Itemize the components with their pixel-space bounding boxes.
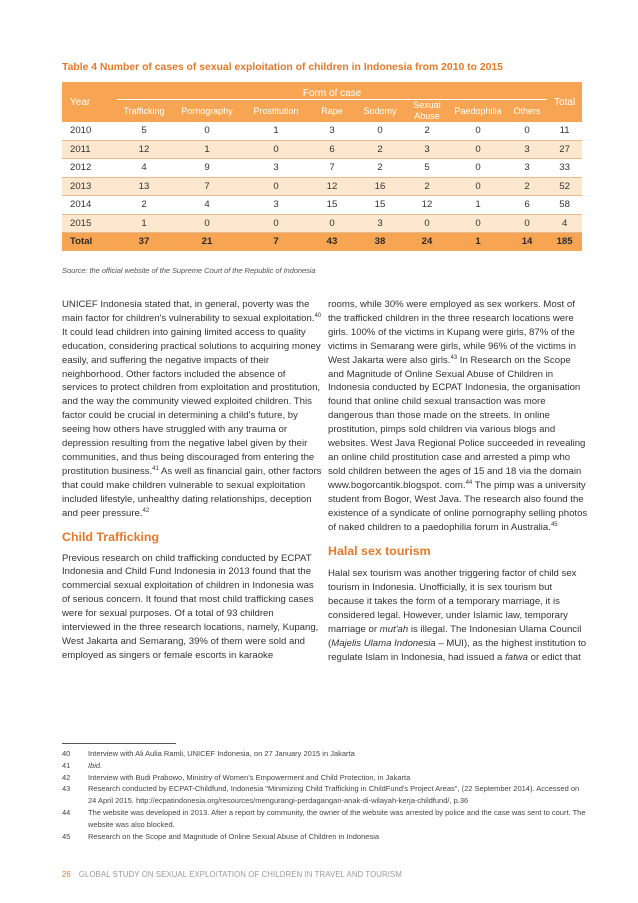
- year-cell: 2014: [62, 196, 117, 215]
- footnote: [62, 831, 587, 843]
- table-cell: 7: [171, 177, 243, 196]
- table-cell: 58: [547, 196, 582, 215]
- table-cell: 0: [449, 159, 507, 178]
- footnotes: [62, 748, 587, 842]
- footnote-text: Interview with Ali Aulia Ramli, UNICEF Indonesia, on 27 January 2015 in Jakarta: [88, 749, 355, 758]
- table-cell: 38: [355, 233, 405, 251]
- table-cell: 14: [507, 233, 547, 251]
- page-number: 26: [62, 870, 71, 879]
- cases-table: [62, 82, 582, 251]
- table-cell: 0: [449, 177, 507, 196]
- footer-title: GLOBAL STUDY ON SEXUAL EXPLOITATION OF CHILDREN IN TRAVEL AND TOURISM: [78, 870, 402, 879]
- total-header: Total: [547, 82, 582, 122]
- footnote: [62, 760, 587, 772]
- year-cell: 2012: [62, 159, 117, 178]
- table-cell: 2: [355, 159, 405, 178]
- table-cell: 4: [171, 196, 243, 215]
- paragraph-unicef: UNICEF Indonesia stated that, in general, poverty was the main factor for children's vulnerability to sexual exploitation.$^{40}$ It could lead children into gaining limited access to quality education, considering practical solutions to acquiring money easily, and suffering the negative impacts of their neighborhood. Other factors included the absence of services to protect children from exploitation and prostitution, and the way the community viewed exploited children. This factor could be crucial in determining a child's future, by seeing how others have struggled with any trauma or depression resulting from the negative label given by their communities, and thus being discouraged from entering the prostitution business.$^{41}$ As well as financial gain, other factors that could make children vulnerable to sexual exploitation included lifestyle, unhealthy dating relationships, deception and peer pressure.$^{42}$: [62, 299, 322, 519]
- table-cell: 2: [355, 140, 405, 159]
- table-cell: 3: [243, 196, 309, 215]
- table-cell: 3: [507, 140, 547, 159]
- table-cell: 11: [547, 122, 582, 140]
- paragraph-victims: rooms, while 30% were employed as sex workers. Most of the trafficked children in the three research locations were girls. 100% of the victims in Kupang were girls, 87% of the victims in Semarang were girls, while 96% of the victims in West Jakarta were also girls.$^{43}$ In Research on the Scope and Magnitude of Online Sexual Abuse of Children in Indonesia conducted by ECPAT Indonesia, the organisation found that online child sexual transaction was more dangerous than those made on the streets. In online prostitution, pimps sold children via various blogs and websites. West Java Regional Police succeeded in revealing an online child prostitution case and arrested a pimp who sold children between the ages of 15 and 18 via the domain www.bogorcantik.blogspot. com.$^{44}$ The pimp was a university student from Bogor, West Java. The research also found the existence of a syndicate of online pornography selling photos of naked children to a paedophilia forum in Australia.$^{45}$: [328, 299, 588, 533]
- table-cell: 1: [449, 233, 507, 251]
- footnote-text: Research conducted by ECPAT-Childfund, Indonesia "Minimizing Child Trafficking in ChildFund's Project Areas", (22 September 2014). Accessed on 24 April 2015. http://ecpatindonesia.org/resources/mengurangi-perdagangan-anak-di-wilayah-kerja-childfund/, p.36: [88, 784, 580, 806]
- table-cell: 0: [507, 122, 547, 140]
- year-cell: 2011: [62, 140, 117, 159]
- table-cell: 1: [243, 122, 309, 140]
- table-cell: 15: [355, 196, 405, 215]
- table-cell: 2: [405, 177, 449, 196]
- table-cell: 0: [171, 214, 243, 233]
- table-cell: 43: [309, 233, 355, 251]
- table-cell: 0: [405, 214, 449, 233]
- page-footer: [62, 870, 402, 879]
- heading-child-trafficking: Child Trafficking: [62, 529, 160, 544]
- table-cell: 33: [547, 159, 582, 178]
- column-header: Rape: [309, 100, 355, 123]
- footnote: [62, 783, 587, 807]
- year-cell: 2015: [62, 214, 117, 233]
- table-cell: 0: [243, 214, 309, 233]
- footnote-text: Interview with Budi Prabowo, Ministry of Women's Empowerment and Child Protection, in Jakarta: [88, 772, 411, 782]
- table-cell: 12: [117, 140, 171, 159]
- footnote-text: The website was developed in 2013. After a report by community, the owner of the website was arrested by police and the case was sent to court. The website was also blocked.: [88, 807, 586, 829]
- table-cell: 9: [171, 159, 243, 178]
- table-row: [62, 140, 582, 159]
- table-cell: 1: [449, 196, 507, 215]
- table-cell: 0: [309, 214, 355, 233]
- table-cell: 3: [507, 159, 547, 178]
- footnote-number: 43: [62, 784, 71, 794]
- table-cell: 16: [355, 177, 405, 196]
- footnote-number: 40: [62, 749, 71, 758]
- footnote-divider: [62, 743, 176, 744]
- column-header: Prostitution: [243, 100, 309, 123]
- table-cell: 0: [449, 122, 507, 140]
- table-row: [62, 122, 582, 140]
- table-cell: 5: [117, 122, 171, 140]
- table-cell: 0: [243, 140, 309, 159]
- table-cell: 2: [405, 122, 449, 140]
- table-cell: 0: [243, 177, 309, 196]
- table-cell: 6: [309, 140, 355, 159]
- table-cell: 7: [243, 233, 309, 251]
- column-header: Sodomy: [355, 100, 405, 123]
- year-cell: Total: [62, 233, 117, 251]
- form-of-case-header: Form of case: [117, 82, 547, 100]
- table-cell: 4: [117, 159, 171, 178]
- table-cell: 2: [117, 196, 171, 215]
- table-cell: 6: [507, 196, 547, 215]
- table-row: [62, 214, 582, 233]
- footnote-number: 45: [62, 831, 71, 841]
- footnote-number: 41: [62, 760, 71, 770]
- table-cell: 24: [405, 233, 449, 251]
- table-title: Table 4 Number of cases of sexual exploitation of children in Indonesia from 2010 to 2015: [62, 62, 503, 73]
- table-cell: 27: [547, 140, 582, 159]
- table-cell: 21: [171, 233, 243, 251]
- table-cell: 52: [547, 177, 582, 196]
- table-cell: 1: [117, 214, 171, 233]
- footnote-ref: 41: [152, 465, 159, 472]
- footnote-ref: 42: [142, 507, 150, 514]
- year-header: Year: [62, 82, 117, 122]
- table-cell: 12: [309, 177, 355, 196]
- table-cell: 3: [355, 214, 405, 233]
- footnote-number: 44: [62, 807, 71, 817]
- table-cell: 0: [449, 214, 507, 233]
- table-cell: 12: [405, 196, 449, 215]
- table-cell: 0: [355, 122, 405, 140]
- left-column: [62, 298, 322, 663]
- footnote: [62, 807, 587, 831]
- year-cell: 2010: [62, 122, 117, 140]
- table-cell: 0: [449, 140, 507, 159]
- table-cell: 1: [171, 140, 243, 159]
- footnote-ref: 45: [550, 521, 558, 528]
- paragraph-halal: Halal sex tourism was another triggering factor of child sex tourism in Indonesia. Unofficially, it is sex tourism but because it takes the form of a temporary marriage, it is considered legal. However, under Islamic law, temporary marriage or mut'ah is illegal. The Indonesian Ulama Council (Majelis Ulama Indonesia – MUI), as the highest institution to regulate Islam in Indonesia, had issued a fatwa or edict that: [328, 568, 587, 663]
- footnote-ref: 43: [450, 354, 458, 361]
- year-cell: 2013: [62, 177, 117, 196]
- column-header: Trafficking: [117, 100, 171, 123]
- table-cell: 3: [309, 122, 355, 140]
- table-body: [62, 122, 582, 251]
- right-column: [328, 298, 588, 665]
- footnote-text: Research on the Scope and Magnitude of Online Sexual Abuse of Children in Indonesia: [88, 831, 380, 841]
- table-cell: 0: [507, 214, 547, 233]
- footnote: [62, 748, 587, 760]
- table-cell: 185: [547, 233, 582, 251]
- table-cell: 13: [117, 177, 171, 196]
- column-header: Pornography: [171, 100, 243, 123]
- footnote-number: 42: [62, 772, 71, 782]
- footnote-ref: 40: [314, 312, 322, 319]
- column-header-row: [62, 100, 582, 123]
- table-cell: 7: [309, 159, 355, 178]
- column-header: Others: [507, 100, 547, 123]
- table-row: [62, 196, 582, 215]
- heading-halal-sex-tourism: Halal sex tourism: [328, 544, 431, 559]
- column-header: Paedophilia: [449, 100, 507, 123]
- footnote: [62, 772, 587, 784]
- table-cell: 15: [309, 196, 355, 215]
- table-row: [62, 159, 582, 178]
- table-row: [62, 177, 582, 196]
- table-source: Source: the official website of the Supreme Court of the Republic of Indonesia: [62, 266, 316, 275]
- table-total-row: [62, 233, 582, 251]
- column-header: Sexual Abuse: [405, 100, 449, 123]
- table-cell: 37: [117, 233, 171, 251]
- paragraph-trafficking: Previous research on child trafficking conducted by ECPAT Indonesia and Child Fund Indonesia in 2013 found that the commercial sexual exploitation of children in Indonesia was of serious concern. It found that most child trafficking cases were for sexual purposes. Of a total of 93 children interviewed in the three research locations, namely, Kupang, West Jakarta and Semarang, 39% of them were sold and employed as singers or female escorts in karaoke: [62, 552, 319, 661]
- table-cell: 5: [405, 159, 449, 178]
- table-cell: 3: [405, 140, 449, 159]
- table-cell: 0: [171, 122, 243, 140]
- table-cell: 2: [507, 177, 547, 196]
- table-cell: 3: [243, 159, 309, 178]
- footnote-text: Ibid.: [88, 760, 103, 770]
- table-cell: 4: [547, 214, 582, 233]
- footnote-ref: 44: [465, 479, 473, 486]
